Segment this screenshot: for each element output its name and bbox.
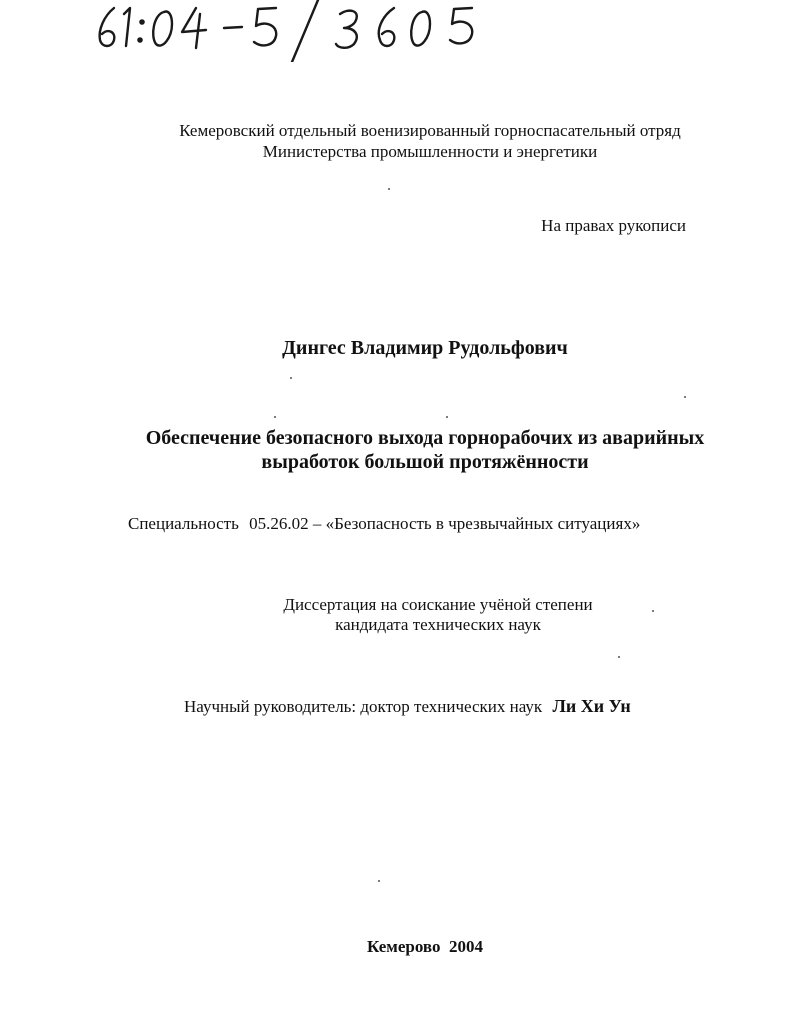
- city-year: Кемерово 2004: [367, 937, 483, 956]
- organization-line-2: Министерства промышленности и энергетики: [262, 142, 598, 161]
- degree-line-2: кандидата технических наук: [335, 615, 541, 634]
- handwritten-archive-number: [92, 0, 492, 62]
- degree-line-1: Диссертация на соискание учёной степени: [283, 595, 593, 614]
- scan-speck: [290, 377, 292, 379]
- speciality-code: 05.26.02: [249, 514, 309, 533]
- scan-speck: [388, 188, 390, 190]
- supervisor-label: Научный руководитель: доктор технических наук: [184, 697, 543, 716]
- author-name: Дингес Владимир Рудольфович: [282, 337, 568, 359]
- scan-speck: [274, 416, 276, 418]
- speciality-line: [128, 514, 748, 534]
- speciality-label: Специальность: [128, 514, 239, 533]
- dissertation-title: [120, 426, 730, 474]
- scan-speck: [446, 416, 448, 418]
- scientific-supervisor: [184, 696, 704, 717]
- title-line-2: выработок большой протяжённости: [261, 451, 589, 473]
- scan-speck: [652, 610, 654, 612]
- scan-speck: [618, 656, 620, 658]
- scan-speck: [684, 396, 686, 398]
- title-line-1: Обеспечение безопасного выхода горнорабочих из аварийных: [145, 427, 705, 449]
- manuscript-rights: На правах рукописи: [541, 216, 686, 235]
- dissertation-degree: [100, 595, 776, 635]
- scan-speck: [378, 880, 380, 882]
- speciality-name: – «Безопасность в чрезвычайных ситуациях»: [312, 514, 641, 533]
- organization-header: [100, 120, 760, 162]
- supervisor-name: Ли Хи Ун: [552, 696, 631, 716]
- organization-line-1: Кемеровский отдельный военизированный горноспасательный отряд: [179, 121, 681, 140]
